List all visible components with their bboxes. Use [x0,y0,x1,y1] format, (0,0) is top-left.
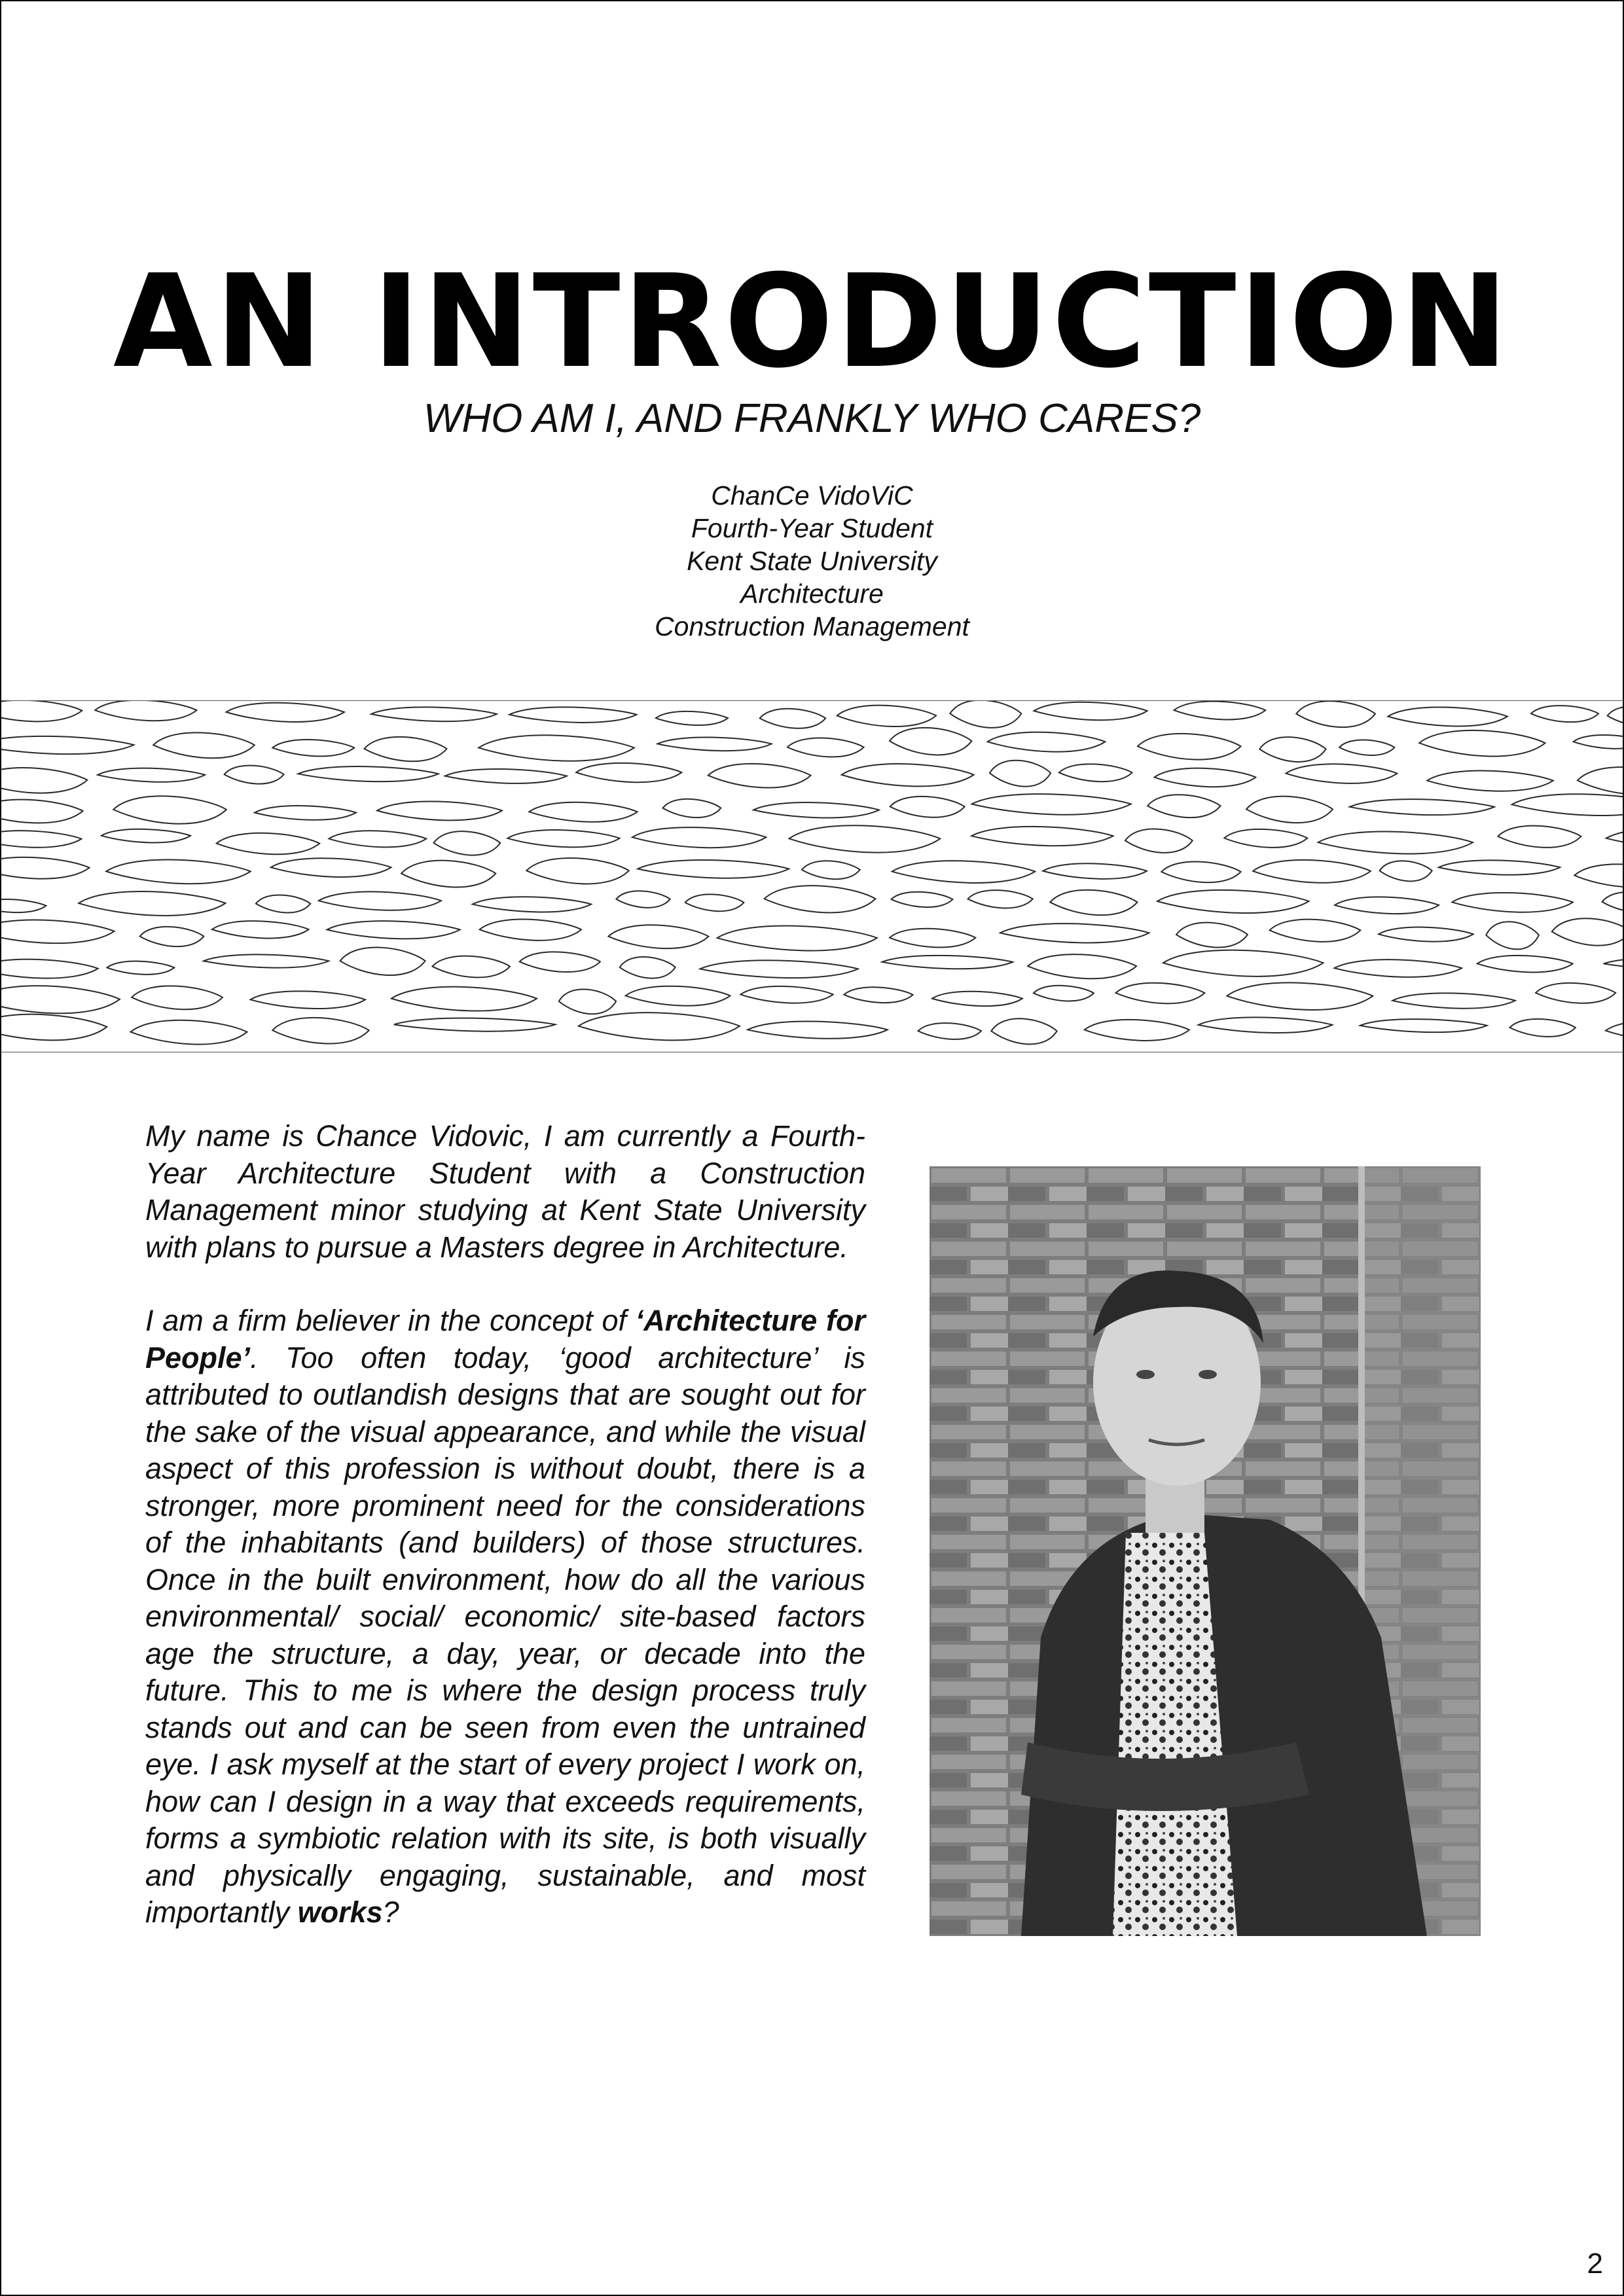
contour-loop [272,740,354,756]
contour-loop [663,799,721,817]
contour-loop [1380,861,1432,881]
contour-loop [217,833,320,854]
contour-loop [1125,829,1193,853]
contour-loop [1574,864,1623,887]
contour-loop [1116,983,1205,1004]
contour-loop [892,861,1035,883]
contour-loop [153,732,255,758]
contour-loop [1510,1019,1576,1037]
contour-loop [131,1020,247,1045]
contour-loop [1174,702,1266,720]
contour-loop [1176,923,1248,948]
contour-loop [1427,770,1553,791]
contour-loop [1439,860,1560,874]
contour-loop [445,769,567,783]
contour-loop [638,860,789,878]
contour-loop [657,738,771,751]
page-subtitle: WHO AM I, AND FRANKLY WHO CARES? [423,396,1201,441]
contour-loop [837,706,936,726]
contour-loop [1498,826,1581,848]
contour-loop [225,766,284,784]
contour-loop [319,891,441,910]
contour-loop [890,797,965,817]
contour-loop [1608,706,1623,725]
contour-loop [950,700,1021,728]
contour-loop [1335,960,1462,977]
contour-loop [890,728,971,755]
contour-loop [95,700,196,721]
contour-loop [1,899,46,912]
contour-loop [1,800,83,823]
contour-loop [576,763,681,782]
contour-loop [932,992,1022,1006]
bio-text [145,1118,865,1931]
contour-loop [971,827,1113,846]
bio-emphasis-architecture-for-people: ‘Architecture for People’ [145,1304,865,1374]
contour-loop [1155,768,1256,787]
contour-loop [789,825,940,852]
contour-loop [991,1018,1056,1044]
contour-loop [204,954,329,967]
contour-loop [1,736,134,754]
author-name: ChanCe VidoViC [711,480,913,511]
contour-loop [968,890,1033,908]
contour-loop [1335,897,1439,914]
contour-loop [1379,927,1473,942]
contour-loop [990,761,1051,787]
contour-loop [787,738,864,757]
contour-loop [271,858,391,877]
contour-loop [107,961,174,975]
author-minor: Construction Management [655,611,969,641]
contour-loop [1388,707,1507,726]
contour-loop [1,831,81,848]
bio-paragraph-1: My name is Chance Vidovic, I am currently a Fourth-Year Architecture Student with a Construction Management minor studying at Kent State University with plans to pursue a Masters degree in Architecture. [145,1119,865,1264]
contour-loop [1574,735,1623,749]
contour-loop [1286,764,1397,783]
page-number: 2 [1587,2248,1603,2280]
contour-loop [1246,797,1333,823]
contour-loop [717,926,877,951]
contour-loop [391,987,537,1011]
contour-loop [748,1021,888,1038]
contour-loop [656,711,728,725]
contour-loop [620,957,676,978]
contour-loop [327,921,460,939]
contour-loop [1350,799,1494,815]
contour-loop [340,948,425,976]
contour-loop [1486,922,1539,949]
contour-loop [1536,983,1615,1003]
contour-loop [760,709,826,728]
contour-loop [371,707,497,721]
contour-loop [1161,862,1240,883]
contour-loop [1477,956,1573,973]
contour-loop [480,919,581,940]
contour-loop [434,831,501,855]
contour-loop [1085,1020,1189,1041]
contour-pattern-band [1,700,1623,1052]
contour-loop [520,952,600,972]
contour-loop [1034,986,1094,1001]
contour-loop [1,960,98,978]
contour-loop [579,1013,740,1040]
contour-loop [1147,795,1220,817]
contour-loop [700,960,857,978]
contour-loop [1578,767,1623,795]
contour-loop [1,857,90,879]
contour-loop [1034,702,1147,720]
page-title: AN INTRODUCTION [113,247,1511,397]
contour-loop [98,768,205,782]
contour-loop [255,806,356,820]
contour-loop [298,766,438,781]
contour-loop [685,894,744,911]
contour-loop [1452,893,1573,912]
contour-loop [212,921,309,938]
contour-loop [1360,1019,1487,1032]
contour-loop [1253,860,1371,883]
contour-loop [101,829,190,843]
contour-loop [844,987,912,1003]
contour-loop [1,1014,107,1041]
portrait-photo [929,1166,1481,1936]
contour-loop [507,830,619,847]
contour-loop [394,1018,555,1031]
contour-loop [1296,701,1375,727]
contour-loop [802,861,860,879]
author-year: Fourth-Year Student [691,513,933,543]
contour-loop [1259,737,1326,762]
bio-emphasis-works: works [297,1895,383,1929]
contour-loop [740,986,833,1003]
contour-loop [1,700,82,721]
contour-loop [529,802,637,822]
contour-loop [1606,827,1623,850]
contour-loop [1000,924,1149,942]
bio-paragraph-2: I am a firm believer in the concept of ‘Architecture for People’. Too often today, ‘good architecture’ is attributed to outlandish designs that are sought out for the sake of the visual appearance, and while the visual aspect of this profession is without doubt, there is a stronger, more prominent need for the considerations of the inhabitants (and builders) of those structures. Once in the built environment, how do all the various environmental/ social/ economic/ site-based factors age the structure, a day, year, or decade into the future. This to me is where the design process truly stands out and can be seen from even the untrained eye. I ask myself at the start of every project I work on, how can I design in a way that exceeds requirements, forms a symbiotic relation with its site, is both visually and physically engaging, sustainable, and most importantly works? [145,1304,865,1929]
contour-loop [256,895,310,912]
contour-loop [1270,920,1361,942]
contour-loop [632,827,767,848]
contour-loop [272,1018,369,1044]
contour-loop [140,927,204,946]
contour-loop [972,794,1131,815]
author-university: Kent State University [687,546,937,576]
contour-loop [1512,794,1623,816]
contour-loop [1157,890,1308,913]
contour-loop [1050,890,1137,915]
contour-loop [842,764,974,786]
contour-loop [988,732,1106,752]
contour-loop [753,802,879,817]
contour-loop [1604,958,1623,971]
contour-loop [1531,706,1598,722]
author-major: Architecture [740,579,884,609]
contour-loop [559,989,616,1014]
contour-loop [1224,829,1307,848]
contour-loop [433,956,511,978]
contour-loop [765,886,876,912]
contour-loop [1,768,87,793]
contour-loop [478,735,634,761]
contour-loop [1163,950,1324,977]
contour-loop [1028,954,1136,978]
contour-loop [1,986,120,1013]
contour-loop [892,892,953,907]
contour-loop [106,859,250,884]
contour-loop [616,891,670,908]
contour-loop [113,796,226,823]
contour-loop [365,737,447,761]
contour-loop [1419,730,1545,757]
contour-loop [626,986,731,1006]
contour-loop [608,925,708,948]
contour-loop [1059,764,1132,781]
contour-loop [918,1023,981,1039]
contour-loop [132,986,223,1009]
contour-loop [226,703,344,722]
contour-loop [1552,918,1623,945]
contour-loop [251,991,365,1009]
contour-loop [329,831,426,847]
contour-loop [1606,1020,1623,1041]
contour-loop [890,929,975,948]
contour-loop [509,707,636,723]
contour-loop [708,764,811,788]
contour-loop [1318,832,1473,854]
contour-loop [882,956,1013,969]
contour-loop [1,920,115,943]
contour-loop [1199,1017,1333,1033]
contour-loop [377,801,502,820]
contour-loop [79,891,225,916]
contour-loop [1043,863,1147,879]
contour-loop [526,858,628,884]
contour-loop [1227,982,1373,1010]
contour-loop [401,861,496,888]
contour-loop [1602,892,1623,912]
contour-loop [1392,993,1515,1008]
contour-loop [1339,740,1394,755]
contour-loop [1138,734,1241,760]
author-credits [1,479,1623,643]
contour-loop [473,897,591,912]
